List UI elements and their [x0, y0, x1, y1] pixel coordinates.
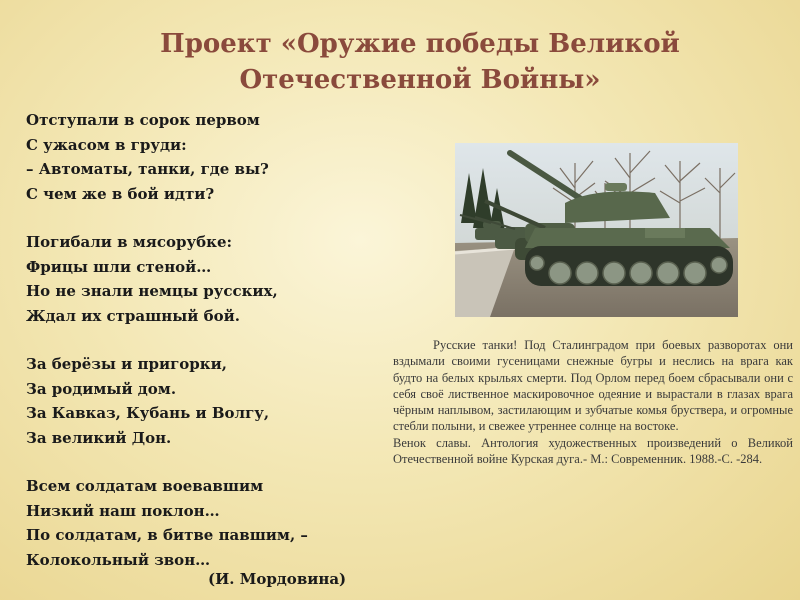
- tanks-image: [455, 143, 738, 317]
- poem-stanza: [26, 352, 396, 450]
- poem-line: Низкий наш поклон…: [26, 501, 220, 520]
- poem-line: По солдатам, в битве павшим, –: [26, 526, 308, 544]
- poem-line: Ждал их страшный бой.: [26, 306, 240, 325]
- poem-line: – Автоматы, танки, где вы?: [26, 160, 269, 178]
- title-line-1: Проект «Оружие победы Великой: [160, 29, 680, 59]
- poem: [26, 108, 396, 572]
- poem-line: Погибали в мясорубке:: [26, 233, 233, 251]
- poem-stanza: [26, 108, 396, 206]
- poem-author: (И. Мордовина): [208, 570, 347, 588]
- poem-line: Фрицы шли стеной…: [26, 257, 212, 276]
- poem-line: За великий Дон.: [26, 428, 172, 447]
- poem-line: За Кавказ, Кубань и Волгу,: [26, 404, 270, 422]
- poem-line: За берёзы и пригорки,: [26, 355, 227, 373]
- tank-photo: [455, 143, 738, 317]
- poem-line: С чем же в бой идти?: [26, 184, 215, 203]
- poem-stanza: [26, 230, 396, 328]
- description-paragraph: Русские танки! Под Сталинградом при боевых разворотах они вздымали своими гусеницами снежные бугры и неслись на врага как будто на белых крыльях смерти. Под Орлом перед боем сбрасывали они с себя своё лиственное маскировочное одеяние и вырастали в глазах врага чёрным наплывом, застилающим и зубчатые комья бруствера, и огромные стебли полыни, и свежее утреннее солнце на востоке.: [393, 338, 793, 434]
- source-citation: Венок славы. Антология художественных произведений о Великой Отечественной войне Курская дуга.- М.: Современник. 1988.-С. -284.: [393, 435, 793, 467]
- title-line-2: Отечественной Войны»: [239, 65, 601, 95]
- poem-line: С ужасом в груди:: [26, 135, 187, 154]
- poem-line: Всем солдатам воевавшим: [26, 477, 264, 495]
- poem-stanza: [26, 474, 396, 572]
- poem-line: Отступали в сорок первом: [26, 111, 260, 129]
- poem-line: За родимый дом.: [26, 379, 177, 398]
- tank-description: [393, 337, 793, 467]
- poem-line: Колокольный звон…: [26, 550, 211, 569]
- page-title: [95, 26, 745, 98]
- poem-line: Но не знали немцы русских,: [26, 282, 278, 300]
